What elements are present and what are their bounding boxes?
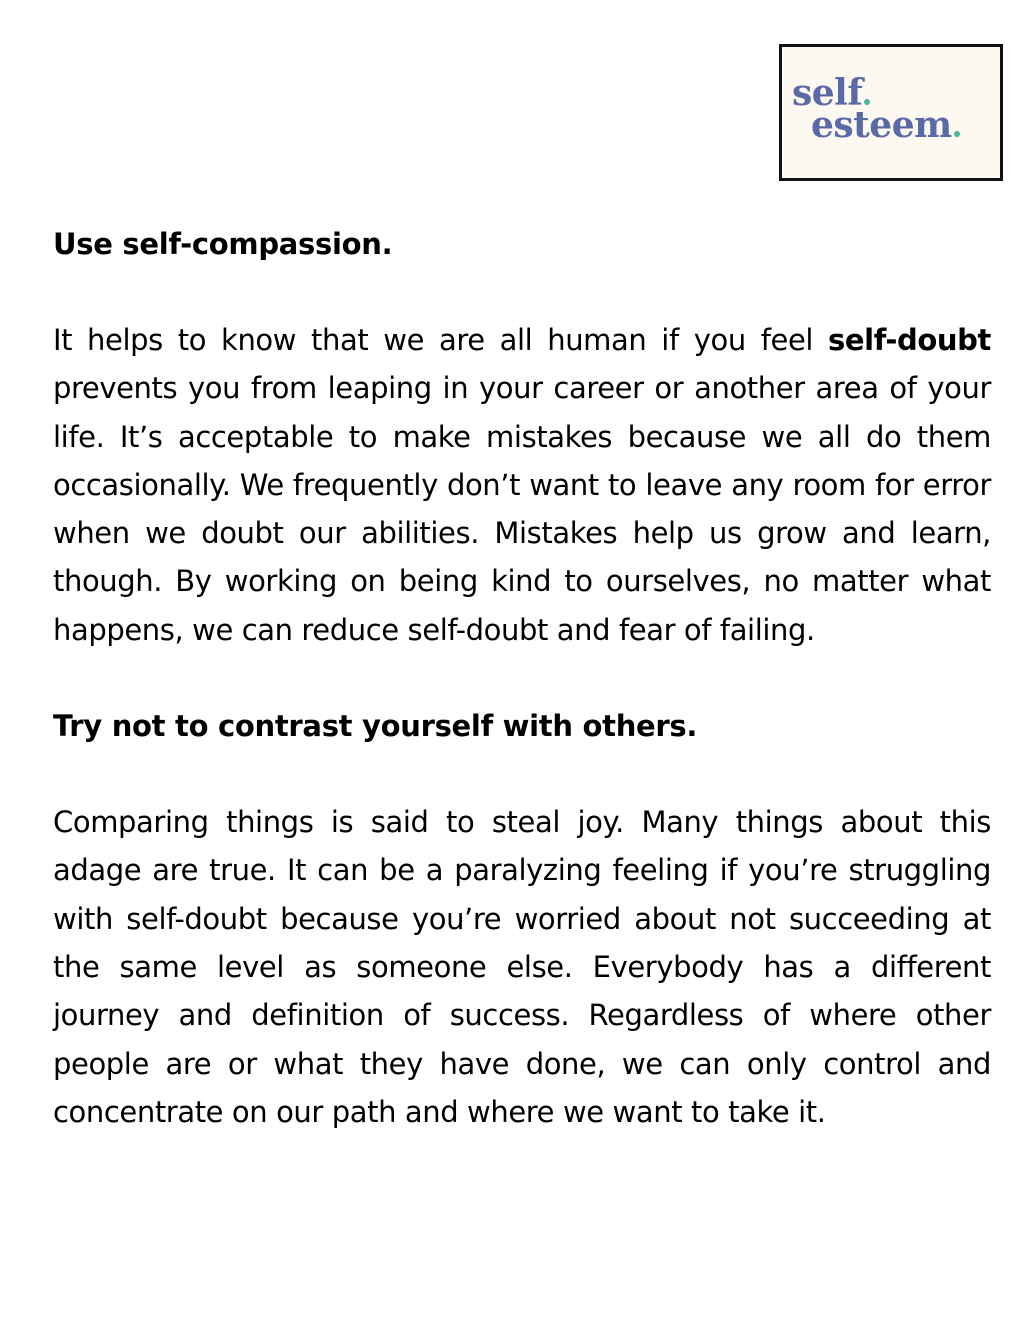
paragraph-intro: It helps to know that we are all human if you feel <box>53 323 829 357</box>
logo-word-esteem: esteem <box>811 104 952 146</box>
section-heading-self-compassion: Use self-compassion. <box>53 227 393 261</box>
spacer <box>53 750 991 798</box>
article-body <box>53 220 991 1136</box>
section-heading-comparison: Try not to contrast yourself with others. <box>53 709 698 744</box>
emphasis-self-doubt: self-doubt <box>828 323 991 357</box>
logo <box>779 44 1003 181</box>
section-paragraph-comparison: Comparing things is said to steal joy. Many things about this adage are true. It can be a paralyzing feeling if you’re struggling with self-doubt because you’re worried about not succeeding at the same level as someone else. Everybody has a different journey and definition of success. Regardless of where other people are or what they have done, we can only control and concentrate on our path and where we want to take it. <box>53 805 991 1129</box>
logo-line-2 <box>811 104 960 146</box>
logo-dot-icon <box>954 131 960 137</box>
section-paragraph-self-compassion <box>53 316 991 654</box>
spacer <box>53 268 991 316</box>
logo-word-self: self <box>792 72 863 114</box>
spacer <box>53 654 991 702</box>
paragraph-rest: prevents you from leaping in your career or another area of your life. It’s acceptable to make mistakes because we all do them occasionally. We frequently don’t want to leave any room for error when we doubt our abilities. Mistakes help us grow and learn, though. By working on being kind to ourselves, no matter what happens, we can reduce self-doubt and fear of failing. <box>53 371 991 647</box>
